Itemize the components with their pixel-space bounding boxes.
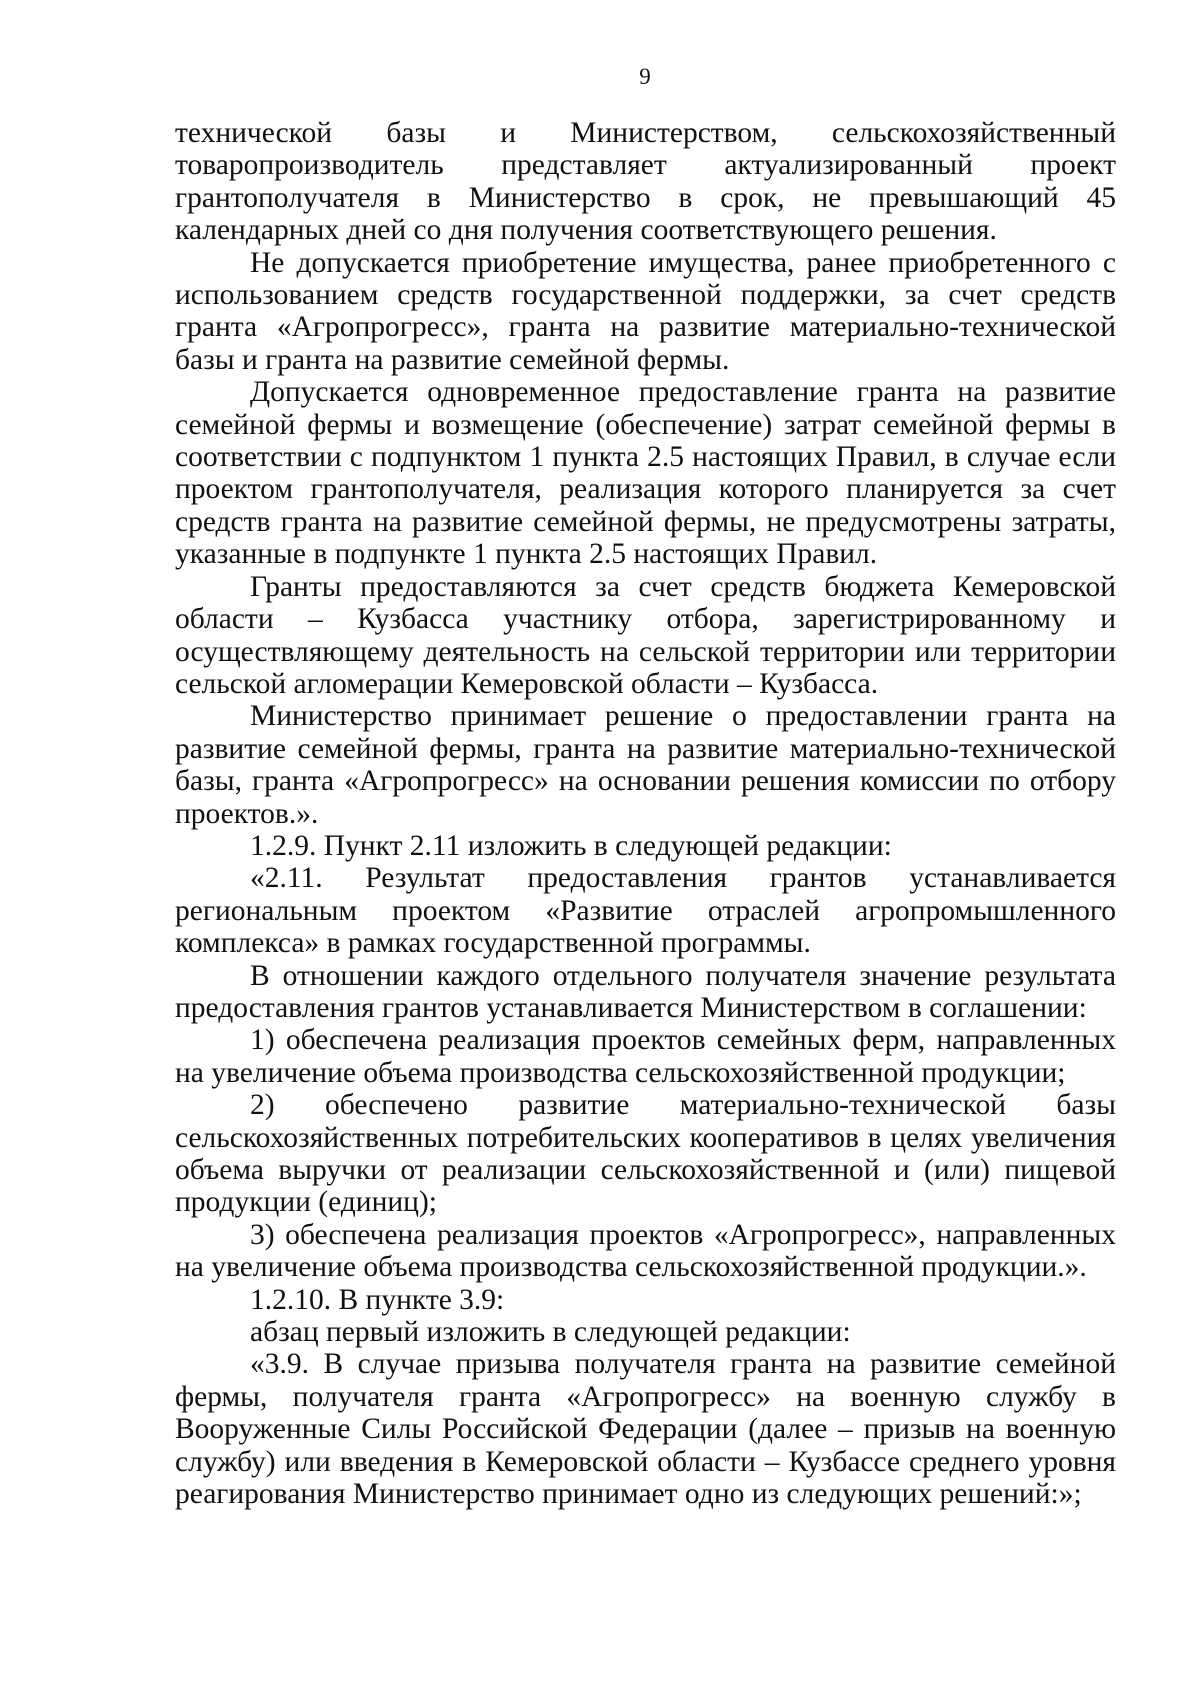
document-body <box>175 117 1116 1510</box>
paragraph-amendment-1-2-9: 1.2.9. Пункт 2.11 изложить в следующей редакции: <box>250 829 892 862</box>
paragraph-clause-3-9: «3.9. В случае призыва получателя гранта на развитие семейной фермы, получателя гранта «Агропрогресс» на военную службу в Вооруженные Силы Российской Федерации (далее – призыв на военную службу) или введения в Кемеровской области – Кузбассе среднего уровня реагирования Министерство принимает одно из следующих решений:»; <box>175 1348 1116 1511</box>
list-item-2: 2) обеспечено развитие материально-технической базы сельскохозяйственных потребительских кооперативов в целях увеличения объема выручки от реализации сельскохозяйственной и (или) пищевой продукции (единиц); <box>175 1089 1116 1219</box>
paragraph-clause-2-11: «2.11. Результат предоставления грантов устанавливается региональным проектом «Развитие отраслей агропромышленного комплекса» в рамках государственной программы. <box>175 862 1116 960</box>
paragraph-result-value: В отношении каждого отдельного получателя значение результата предоставления грантов устанавливается Министерством в соглашении: <box>175 959 1116 1024</box>
paragraph-amendment-1-2-10: 1.2.10. В пункте 3.9: <box>250 1283 505 1316</box>
paragraph-simultaneous-grant: Допускается одновременное предоставление гранта на развитие семейной фермы и возмещение (обеспечение) затрат семейной фермы в соответствии с подпунктом 1 пункта 2.5 настоящих Правил, в случае если проектом грантополучателя, реализация которого планируется за счет средств гранта на развитие семейной фермы, не предусмотрены затраты, указанные в подпункте 1 пункта 2.5 настоящих Правил. <box>175 376 1116 571</box>
paragraph-grant-funding: Гранты предоставляются за счет средств бюджета Кемеровской области – Кузбасса участнику отбора, зарегистрированному и осуществляющему деятельность на сельской территории или территории сельской агломерации Кемеровской области – Кузбасса. <box>175 570 1116 700</box>
paragraph-first-abzac: абзац первый изложить в следующей редакции: <box>250 1316 851 1349</box>
paragraph-continuation: технической базы и Министерством, сельскохозяйственный товаропроизводитель представляет актуализированный проект грантополучателя в Министерство в срок, не превышающий 45 календарных дней со дня получения соответствующего решения. <box>175 117 1116 247</box>
paragraph-property-restriction: Не допускается приобретение имущества, ранее приобретенного с использованием средств государственной поддержки, за счет средств гранта «Агропрогресс», гранта на развитие материально-технической базы и гранта на развитие семейной фермы. <box>175 246 1116 376</box>
list-item-1: 1) обеспечена реализация проектов семейных ферм, направленных на увеличение объема производства сельскохозяйственной продукции; <box>175 1024 1116 1089</box>
list-item-3: 3) обеспечена реализация проектов «Агропрогресс», направленных на увеличение объема производства сельскохозяйственной продукции.». <box>175 1218 1116 1284</box>
paragraph-ministry-decision: Министерство принимает решение о предоставлении гранта на развитие семейной фермы, гранта на развитие материально-технической базы, гранта «Агропрогресс» на основании решения комиссии по отбору проектов.». <box>175 700 1116 830</box>
page-number: 9 <box>639 64 651 89</box>
